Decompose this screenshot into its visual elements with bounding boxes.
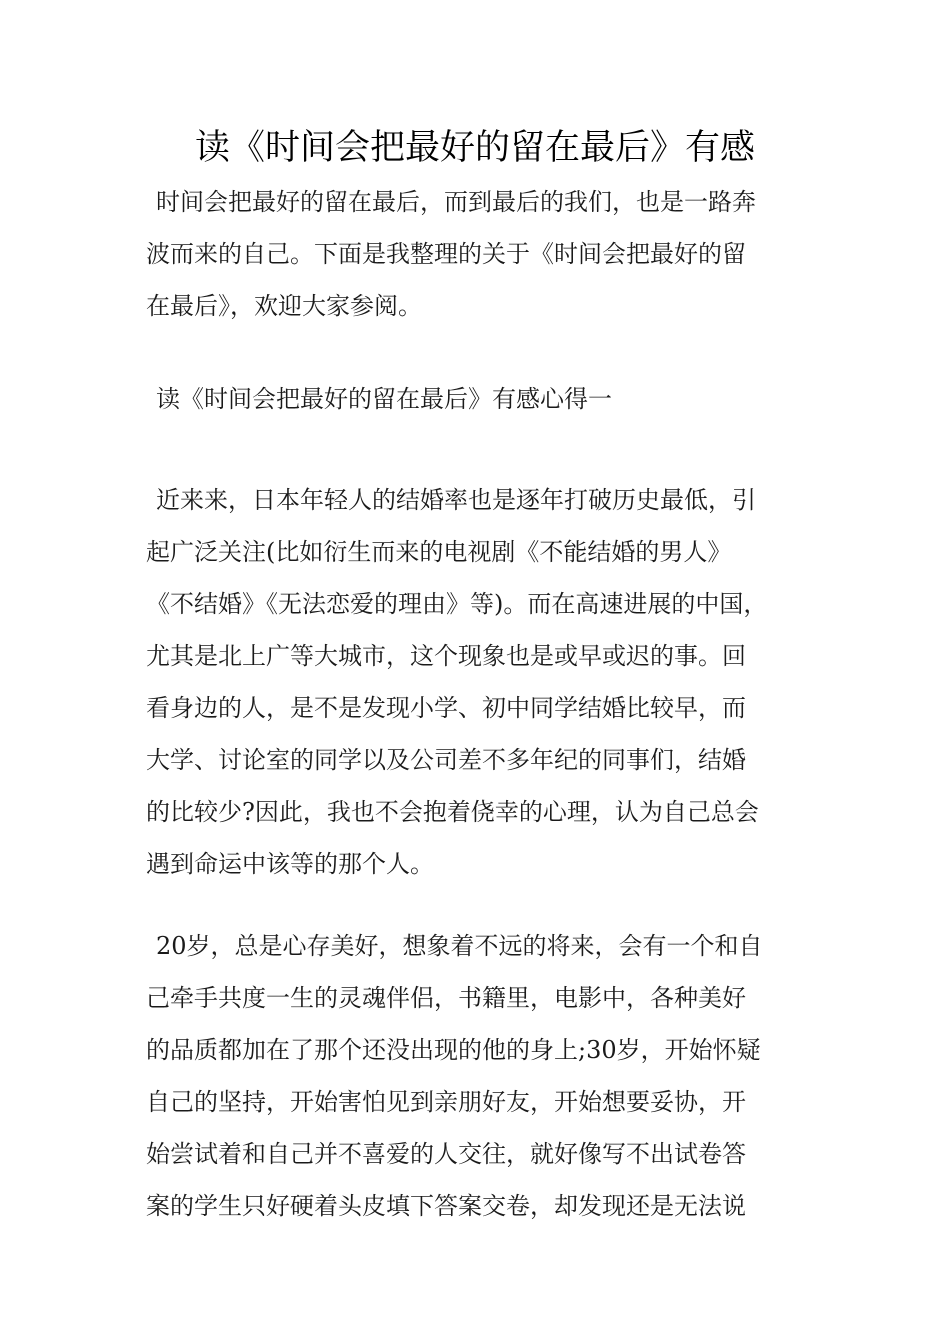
document-title: 读《时间会把最好的留在最后》有感 [194, 128, 755, 168]
text-line: 20岁，总是心存美好，想象着不远的将来，会有一个和自 [156, 932, 763, 960]
text-line: 看身边的人，是不是发现小学、初中同学结婚比较早，而 [146, 694, 746, 722]
section-heading-text: 读《时间会把最好的留在最后》有感心得一 [156, 385, 612, 413]
text-line: 自己的坚持，开始害怕见到亲朋好友，开始想要妥协，开 [146, 1088, 746, 1116]
text-line: 的品质都加在了那个还没出现的他的身上;30岁，开始怀疑 [146, 1036, 761, 1064]
text-line: 大学、讨论室的同学以及公司差不多年纪的同事们，结婚 [146, 746, 746, 774]
text-line: 起广泛关注(比如衍生而来的电视剧《不能结婚的男人》 [146, 538, 732, 566]
text-line: 案的学生只好硬着头皮填下答案交卷，却发现还是无法说 [146, 1192, 746, 1220]
intro-paragraph [146, 176, 826, 332]
text-line: 始尝试着和自己并不喜爱的人交往，就好像写不出试卷答 [146, 1140, 746, 1168]
text-line: 遇到命运中该等的那个人。 [146, 850, 434, 878]
text-line: 《不结婚》《无法恋爱的理由》等)。而在高速进展的中国， [146, 590, 768, 618]
text-line: 时间会把最好的留在最后，而到最后的我们，也是一路奔 [156, 188, 756, 216]
paragraph-3 [146, 920, 826, 1232]
section-heading [146, 373, 826, 425]
text-line: 在最后》，欢迎大家参阅。 [146, 292, 422, 320]
text-line: 波而来的自己。下面是我整理的关于《时间会把最好的留 [146, 240, 746, 268]
text-line: 的比较少?因此，我也不会抱着侥幸的心理，认为自己总会 [146, 798, 759, 826]
text-line: 尤其是北上广等大城市，这个现象也是或早或迟的事。回 [146, 642, 746, 670]
paragraph-2 [146, 474, 826, 890]
text-line: 近来来，日本年轻人的结婚率也是逐年打破历史最低，引 [156, 486, 756, 514]
text-line: 己牵手共度一生的灵魂伴侣，书籍里，电影中，各种美好 [146, 984, 746, 1012]
